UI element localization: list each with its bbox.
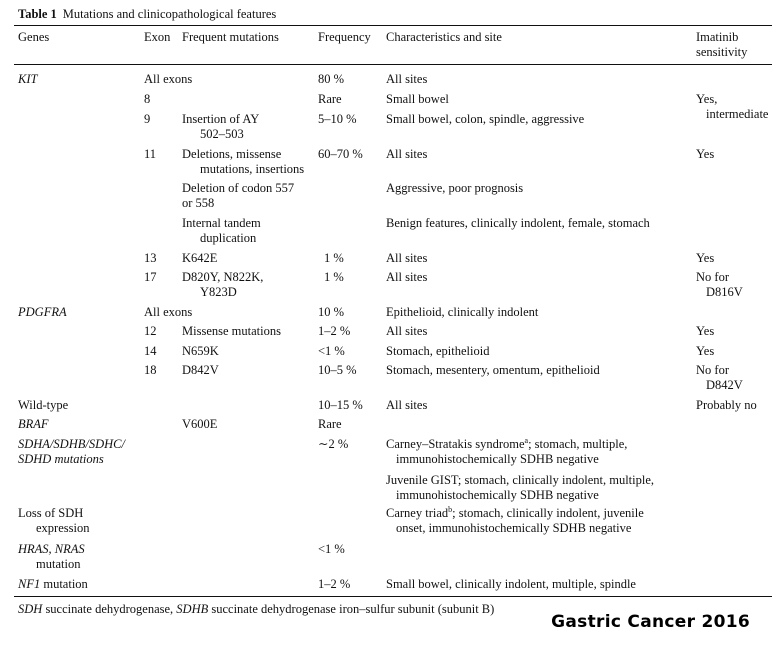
characteristics-text-rest: ; stomach, clinically indolent, juvenile — [452, 506, 644, 520]
imatinib-line1: No for — [696, 270, 729, 284]
characteristics-cell: All sites — [386, 398, 428, 412]
gene-line1: HRAS, NRAS — [18, 542, 85, 556]
mutation-cell: Missense mutations — [182, 324, 281, 338]
frequency-cell: Rare — [318, 92, 342, 106]
gene-cell: PDGFRA — [18, 305, 67, 319]
header-imatinib-line1: Imatinib — [696, 30, 739, 44]
characteristics-text: Carney–Stratakis syndrome — [386, 437, 525, 451]
mutation-line2: or 558 — [182, 196, 215, 210]
gene-name: NF1 — [18, 577, 41, 591]
table-title — [18, 7, 276, 22]
characteristics-cell: Stomach, epithelioid — [386, 344, 490, 358]
characteristics-line1: Juvenile GIST; stomach, clinically indolent, multiple, — [386, 473, 655, 487]
characteristics-cell — [386, 506, 644, 536]
source-label: Gastric Cancer 2016 — [551, 612, 750, 632]
exon-cell: 11 — [144, 147, 157, 161]
footnote-abbr-sdh: SDH — [18, 602, 43, 616]
gene-cell — [18, 542, 85, 572]
gene-cell — [18, 437, 125, 467]
frequency-cell: Rare — [318, 417, 342, 431]
mutation-cell — [182, 147, 304, 177]
footnote-marker: b — [448, 504, 453, 514]
characteristics-cell: Stomach, mesentery, omentum, epithelioid — [386, 363, 600, 377]
imatinib-cell: Yes — [696, 251, 715, 265]
exon-cell: All exons — [144, 72, 193, 86]
frequency-cell: 10–15 % — [318, 398, 363, 412]
imatinib-cell: Yes — [696, 344, 715, 358]
gene-cell — [18, 506, 89, 536]
imatinib-line2: intermediate — [706, 107, 769, 121]
characteristics-line1 — [386, 437, 627, 452]
mutation-cell — [182, 270, 263, 300]
table-label: Table 1 — [18, 7, 57, 21]
characteristics-cell: All sites — [386, 72, 428, 86]
mutation-line1: Deletions, missense — [182, 147, 282, 161]
characteristics-cell: Small bowel, clinically indolent, multiple, spindle — [386, 577, 636, 591]
characteristics-cell: Benign features, clinically indolent, female, stomach — [386, 216, 650, 230]
table-footnote — [18, 602, 494, 617]
exon-cell: 13 — [144, 251, 157, 265]
characteristics-line2: onset, immunohistochemically SDHB negative — [396, 521, 632, 535]
exon-cell: 8 — [144, 92, 151, 106]
frequency-cell: 1–2 % — [318, 324, 351, 338]
header-exon: Exon — [144, 30, 171, 44]
imatinib-line1: Yes, — [696, 92, 718, 106]
frequency-cell: 10–5 % — [318, 363, 357, 377]
frequency-cell: 1 % — [324, 270, 344, 284]
mutation-cell: K642E — [182, 251, 218, 265]
characteristics-cell: Small bowel, colon, spindle, aggressive — [386, 112, 585, 126]
frequency-cell: 60–70 % — [318, 147, 363, 161]
bottom-rule — [14, 596, 772, 597]
footnote-def-sdh: succinate dehydrogenase, — [42, 602, 177, 616]
gene-cell — [18, 577, 88, 592]
mutation-line2: mutations, insertions — [200, 162, 305, 176]
mutation-cell: D842V — [182, 363, 219, 377]
footnote-def-sdhb: succinate dehydrogenase iron–sulfur subunit (subunit B) — [208, 602, 495, 616]
gene-suffix: mutation — [40, 577, 88, 591]
gene-line1: SDHA/SDHB/SDHC/ — [18, 437, 125, 451]
imatinib-line2: D816V — [706, 285, 743, 299]
exon-cell: 14 — [144, 344, 157, 358]
frequency-cell: 1–2 % — [318, 577, 351, 591]
mutation-line2: Y823D — [200, 285, 237, 299]
table-caption: Mutations and clinicopathological features — [62, 7, 277, 21]
frequency-cell: 80 % — [318, 72, 345, 86]
mutation-cell: N659K — [182, 344, 219, 358]
mutation-cell — [182, 181, 294, 211]
header-imatinib-line2: sensitivity — [696, 45, 748, 59]
footnote-marker: a — [524, 435, 529, 445]
exon-cell: All exons — [144, 305, 193, 319]
imatinib-cell — [696, 92, 768, 122]
frequency-cell: ∼2 % — [318, 437, 349, 451]
exon-cell: 18 — [144, 363, 157, 377]
mutation-line1: Insertion of AY — [182, 112, 260, 126]
imatinib-cell: Yes — [696, 324, 715, 338]
mutation-line2: 502–503 — [200, 127, 244, 141]
frequency-cell: 10 % — [318, 305, 345, 319]
characteristics-text: Carney triad — [386, 506, 449, 520]
gene-line2: expression — [36, 521, 90, 535]
mutation-line1: Internal tandem — [182, 216, 261, 230]
header-rule — [14, 64, 772, 65]
imatinib-cell — [696, 270, 743, 300]
characteristics-line2: immunohistochemically SDHB negative — [396, 452, 599, 466]
exon-cell: 12 — [144, 324, 157, 338]
footnote-abbr-sdhb: SDHB — [176, 602, 209, 616]
table-page — [14, 0, 774, 650]
top-rule — [14, 25, 772, 26]
header-imatinib — [696, 30, 747, 60]
imatinib-cell: Probably no — [696, 398, 757, 412]
gene-line2: mutation — [36, 557, 81, 571]
mutation-line1: D820Y, N822K, — [182, 270, 264, 284]
gene-cell: Wild-type — [18, 398, 69, 412]
characteristics-cell: Small bowel — [386, 92, 449, 106]
characteristics-cell: All sites — [386, 324, 428, 338]
characteristics-cell: All sites — [386, 251, 428, 265]
exon-cell: 9 — [144, 112, 151, 126]
exon-cell: 17 — [144, 270, 157, 284]
characteristics-cell: All sites — [386, 270, 428, 284]
gene-cell: BRAF — [18, 417, 49, 431]
gene-line1: Loss of SDH — [18, 506, 84, 520]
frequency-cell: <1 % — [318, 542, 345, 556]
characteristics-cell — [386, 473, 654, 503]
characteristics-line1 — [386, 506, 644, 521]
gene-cell: KIT — [18, 72, 38, 86]
characteristics-cell: Aggressive, poor prognosis — [386, 181, 524, 195]
mutation-cell: V600E — [182, 417, 218, 431]
mutation-line1: Deletion of codon 557 — [182, 181, 295, 195]
mutation-line2: duplication — [200, 231, 257, 245]
characteristics-cell — [386, 437, 627, 467]
header-mutations: Frequent mutations — [182, 30, 279, 44]
gene-line2: SDHD mutations — [18, 452, 104, 466]
header-frequency: Frequency — [318, 30, 371, 44]
frequency-cell: 5–10 % — [318, 112, 357, 126]
imatinib-line1: No for — [696, 363, 729, 377]
mutation-cell — [182, 112, 259, 142]
imatinib-line2: D842V — [706, 378, 743, 392]
characteristics-cell: All sites — [386, 147, 428, 161]
characteristics-line2: immunohistochemically SDHB negative — [396, 488, 599, 502]
header-characteristics: Characteristics and site — [386, 30, 502, 44]
frequency-cell: 1 % — [324, 251, 344, 265]
characteristics-cell: Epithelioid, clinically indolent — [386, 305, 539, 319]
frequency-cell: <1 % — [318, 344, 345, 358]
characteristics-text-rest: ; stomach, multiple, — [528, 437, 628, 451]
imatinib-cell: Yes — [696, 147, 715, 161]
mutation-cell — [182, 216, 261, 246]
imatinib-cell — [696, 363, 743, 393]
header-genes: Genes — [18, 30, 50, 44]
